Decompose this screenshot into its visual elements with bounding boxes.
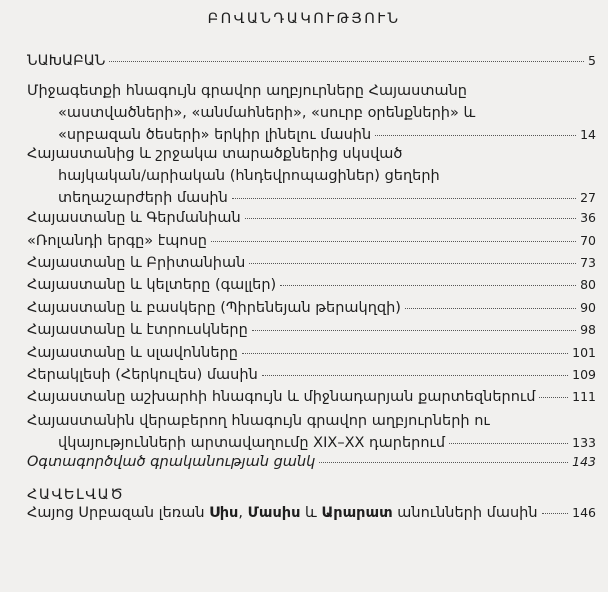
toc-entry-preface[interactable]: ՆԱԽԱԲԱՆ 5 [27, 50, 596, 72]
dot-leader [539, 397, 568, 398]
page-number: 70 [580, 233, 596, 248]
toc-entry-slavs[interactable]: Հայաստանը և սլավոնները 101 [27, 342, 596, 364]
toc-entry-germany[interactable]: Հայաստանը և Գերմանիան 36 [27, 207, 596, 229]
dot-leader [262, 375, 568, 376]
page-title: ԲՈՎԱՆԴԱԿՈՒԹՅՈՒՆ [207, 11, 401, 27]
dot-leader [245, 218, 576, 219]
dot-leader [375, 135, 576, 136]
page-number: 111 [572, 389, 596, 404]
dot-leader [252, 330, 576, 331]
dot-leader [280, 285, 576, 286]
page-number: 98 [580, 322, 596, 337]
page-number: 14 [580, 127, 596, 142]
page-number: 101 [572, 345, 596, 360]
toc-entry-britain[interactable]: Հայաստանը և Բրիտանիան 73 [27, 252, 596, 274]
page-number: 27 [580, 190, 596, 205]
toc-entry-migrations[interactable]: Հայաստանից և շրջակա տարածքներից սկսված հայկական/արիական (հնդեվրոպացիներ) ցեղերի տեղաշարժերի մասին 27 [27, 143, 596, 209]
toc-entry-mesopotamian-sources[interactable]: Միջագետքի հնագույն գրավոր աղբյուրները Հայաստանը «աստվածների», «անմահների», «սուրբ օրենքների» և «սրբազան ծեսերի» երկիր լինելու մասին 14 [27, 80, 596, 146]
dot-leader [449, 443, 568, 444]
dot-leader [542, 513, 569, 514]
toc-entry-celts[interactable]: Հայաստանը և կելտերը (գալլեր) 80 [27, 274, 596, 296]
page-number: 109 [572, 367, 596, 382]
page-number: 133 [572, 435, 596, 450]
page-number: 36 [580, 210, 596, 225]
page-number: 143 [572, 454, 596, 469]
dot-leader [232, 198, 576, 199]
page-number: 5 [588, 53, 596, 68]
toc-entry-heracles[interactable]: Հերակլեսի (Հերկուլես) մասին 109 [27, 364, 596, 386]
page-number: 90 [580, 300, 596, 315]
dot-leader [242, 353, 568, 354]
appendix-heading: ՀԱՎԵԼՎԱԾ [27, 487, 125, 503]
toc-entry-roland[interactable]: «Ռոլանդի երգը» էպոսը 70 [27, 230, 596, 252]
toc-entry-export-of-sources[interactable]: Հայաստանին վերաբերող հնագույն գրավոր աղբյուրների ու վկայությունների արտավաղումը XIX–XX դարերում 133 [27, 410, 596, 454]
toc-entry-bibliography[interactable]: Օգտագործված գրականության ցանկ 143 [27, 451, 596, 473]
toc-entry-basques[interactable]: Հայաստանը և բասկերը (Պիրենեյան թերակղզի) 90 [27, 297, 596, 319]
dot-leader [319, 462, 568, 463]
page-number: 146 [572, 505, 596, 520]
dot-leader [109, 61, 584, 62]
dot-leader [405, 308, 576, 309]
dot-leader [249, 263, 576, 264]
toc-entry-appendix[interactable]: Հայոց Սրբազան լեռան Սիս, Մասիս և Արարատ անունների մասին 146 [27, 502, 596, 524]
page-number: 80 [580, 277, 596, 292]
page-number: 73 [580, 255, 596, 270]
dot-leader [211, 241, 576, 242]
toc-entry-etruscans[interactable]: Հայաստանը և էտրուսկները 98 [27, 319, 596, 341]
toc-entry-maps[interactable]: Հայաստանը աշխարհի հնագույն և միջնադարյան քարտեզներում 111 [27, 386, 596, 408]
